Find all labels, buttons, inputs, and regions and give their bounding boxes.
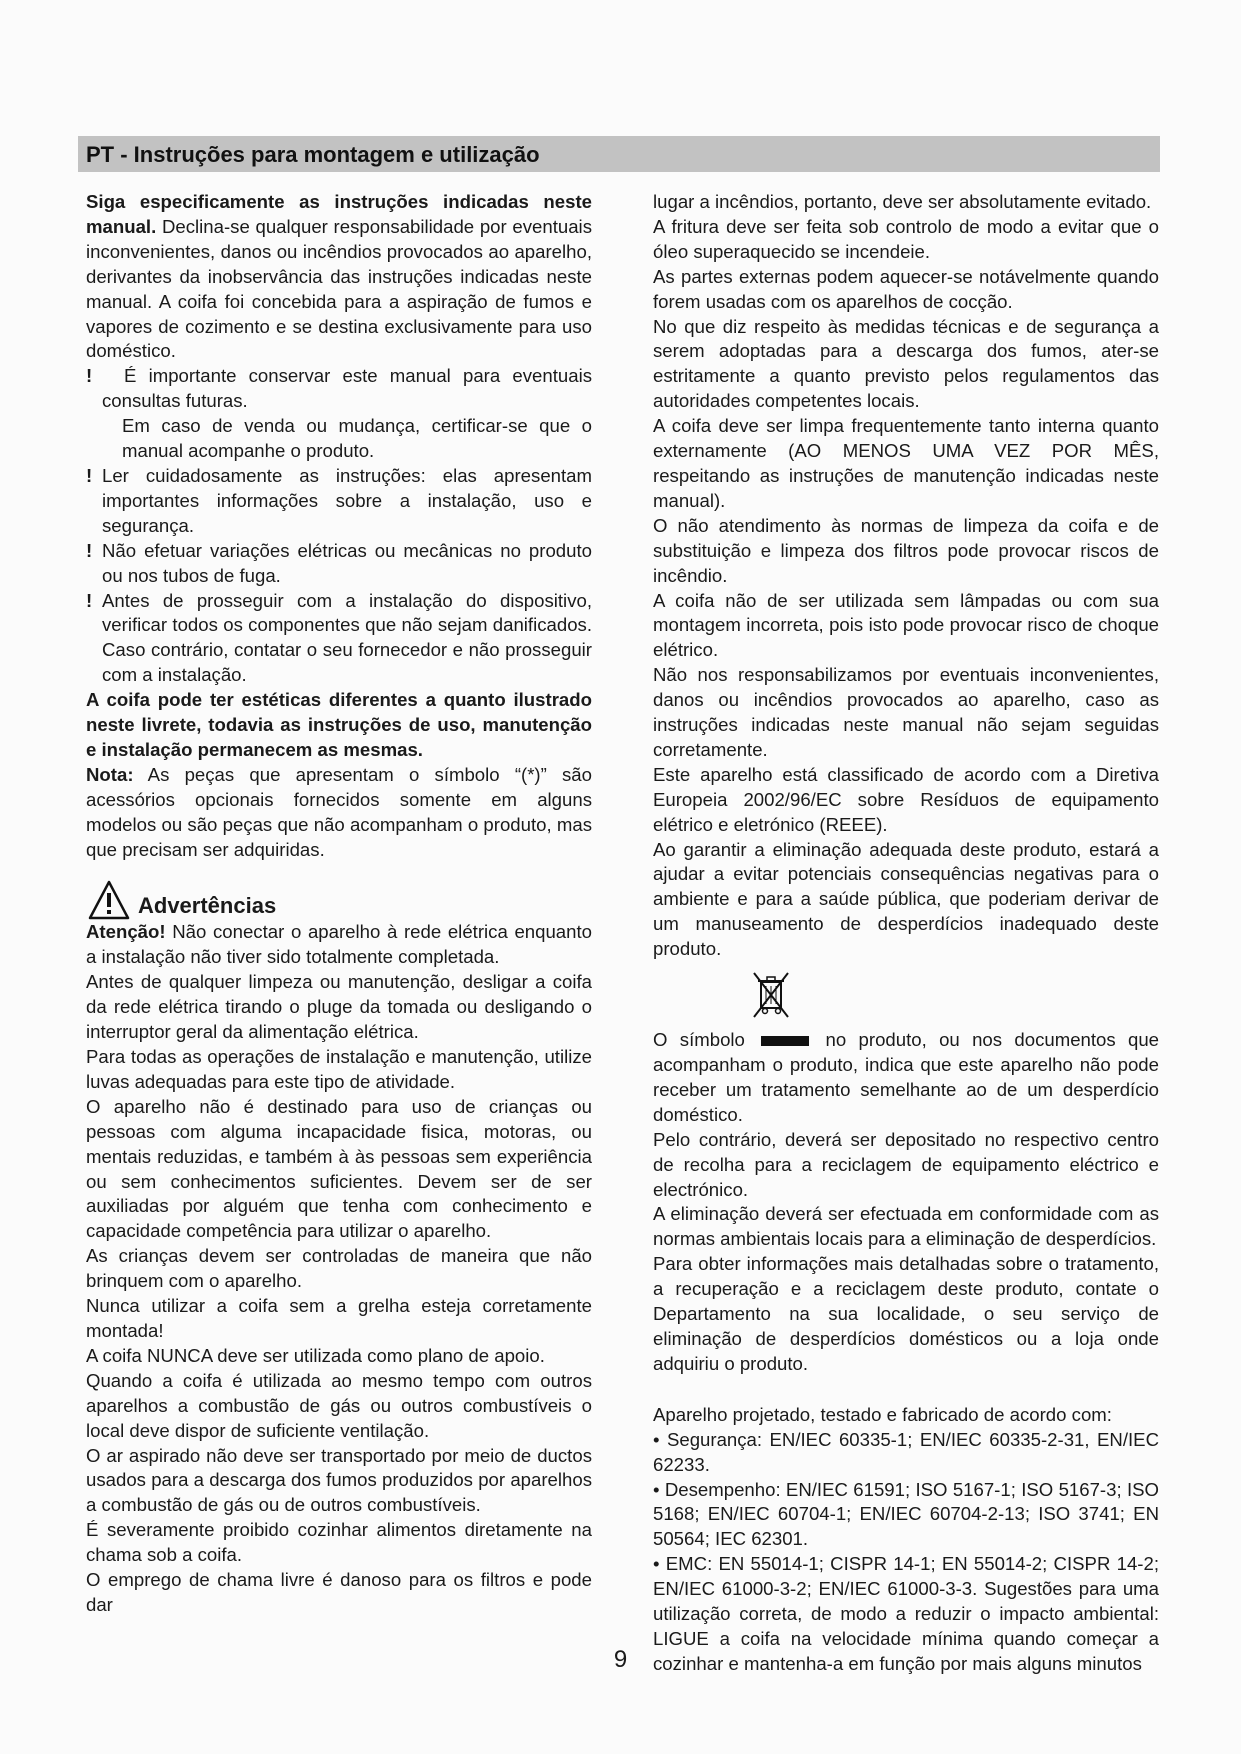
lamps-paragraph: A coifa não de ser utilizada sem lâmpadas ou com sua montagem incorreta, pois isto pode provocar risco de choque elétrico. <box>653 589 1159 661</box>
weee-symbol-row <box>653 970 1159 1028</box>
hot-parts-paragraph: As partes externas podem aquecer-se notávelmente quando forem usadas com os aparelhos de cocção. <box>653 265 1159 312</box>
info-paragraph: Para obter informações mais detalhadas sobre o tratamento, a recuperação e a reciclagem deste produto, contate o Departamento na sua localidade, o seu serviço de eliminação de desperdícios domésticos ou a loja onde adquiriu o produto. <box>653 1253 1159 1374</box>
warnings-title: Advertências <box>138 893 277 919</box>
note-paragraph <box>86 763 592 863</box>
spacer <box>653 1377 1159 1403</box>
symbol-paragraph <box>653 1028 1159 1128</box>
keep-manual-text: É importante conservar este manual para eventuais consultas futuras. <box>102 365 592 412</box>
note-label: Nota: <box>86 763 134 785</box>
flambe-paragraph: É severamente proibido cozinhar alimentos diretamente na chama sob a coifa. <box>86 1519 592 1566</box>
collection-paragraph: Pelo contrário, deverá ser depositado no respectivo centro de recolha para a reciclagem de equipamento eléctrico e electrónico. <box>653 1128 1159 1200</box>
no-modifications-text: Não efetuar variações elétricas ou mecânicas no produto ou nos tubos de fuga. <box>102 539 592 586</box>
frying-paragraph: A fritura deve ser feita sob controlo de modo a evitar que o óleo superaquecido se incendeie. <box>653 215 1159 262</box>
ventilation-paragraph: Quando a coifa é utilizada ao mesmo tempo com outros aparelhos a combustão de gás ou outros combustíveis o local deve dispor de suficiente ventilação. <box>86 1369 592 1441</box>
warning-triangle-icon <box>88 880 130 920</box>
page-number: 9 <box>613 1646 628 1673</box>
liability-paragraph: Não nos responsabilizamos por eventuais inconvenientes, danos ou incêndios provocados ao aparelho, caso as instruções indicadas neste manual não sejam seguidas corretamente. <box>653 664 1159 760</box>
aesthetic-note: A coifa pode ter estéticas diferentes a quanto ilustrado neste livrete, todavia as instruções de uso, manutenção e instalação permanecem as mesmas. <box>86 689 592 760</box>
attention-paragraph <box>86 920 592 970</box>
children-paragraph: O aparelho não é destinado para uso de crianças ou pessoas com alguma incapacidade fisica, motoras, ou mentais reduzidas, e também à às pessoas sem experiência ou sem conhecimentos suficientes. Devem ser de ser auxiliadas por alguém que tenha com conhecimento e capacidade competência para utilizar o aparelho. <box>86 1095 592 1242</box>
attention-text: Não conectar o aparelho à rede elétrica enquanto a instalação não tiver sido totalmente completada. <box>86 921 592 968</box>
symbol-text-before: O símbolo <box>653 1029 745 1051</box>
important-note-4 <box>86 589 592 689</box>
intro-bold: Siga especificamente as instruções indicadas neste manual. <box>86 191 592 237</box>
exclamation-mark: ! <box>86 365 93 387</box>
crossed-bin-icon <box>751 970 791 1024</box>
intro-paragraph <box>86 190 592 364</box>
intro-text: Declina-se qualquer responsabilidade por eventuais inconvenientes, danos ou incêndios provocados ao aparelho, derivantes da inobservância das instruções indicadas neste manual. A coifa foi concebida para a aspiração de fumos e vapores de cozimento e se destina exclusivamente para uso doméstico. <box>86 215 592 362</box>
weee-paragraph: Este aparelho está classificado de acordo com a Diretiva Europeia 2002/96/EC sobre Resíduos de equipamento elétrico e eletrónico (REEE). <box>653 763 1159 835</box>
cleaning-paragraph: Antes de qualquer limpeza ou manutenção, desligar a coifa da rede elétrica tirando o pluge da tomada ou desligando o interruptor geral da alimentação elétrica. <box>86 971 592 1043</box>
performance-standards: • Desempenho: EN/IEC 61591; ISO 5167-1; ISO 5167-3; ISO 5168; EN/IEC 60704-1; EN/IEC 60704-2-13; ISO 3741; EN 50564; IEC 62301. <box>653 1478 1159 1550</box>
symbol-text-after: no produto, ou nos documentos que acompanham o produto, indica que este aparelho não pode receber um tratamento semelhante ao de um desperdício doméstico. <box>653 1029 1160 1125</box>
grid-paragraph: Nunca utilizar a coifa sem a grelha esteja corretamente montada! <box>86 1295 592 1341</box>
important-note-2 <box>86 464 592 539</box>
disposal-paragraph: Ao garantir a eliminação adequada deste produto, estará a ajudar a evitar potenciais consequências negativas para o ambiente e para a saúde pública, que poderiam derivar de um manuseamento de desperdícios inadequado deste produto. <box>653 838 1159 960</box>
symbol-bar-icon <box>761 1036 809 1046</box>
section-header-bar <box>78 136 1160 172</box>
fire-paragraph: lugar a incêndios, portanto, deve ser absolutamente evitado. <box>653 191 1152 212</box>
emc-standards: • EMC: EN 55014-1; CISPR 14-1; EN 55014-2; CISPR 14-2; EN/IEC 61000-3-2; EN/IEC 61000-3-3. Sugestões para uma utilização correta, de modo a reduzir o impacto ambiental: LIGUE a coifa na velocidade mínima quando começar a cozinhar e mantenha-a em função por mais alguns minutos <box>653 1553 1159 1674</box>
read-instructions-text: Ler cuidadosamente as instruções: elas apresentam importantes informações sobre a instalação, uso e segurança. <box>102 464 592 536</box>
exclamation-mark: ! <box>86 539 93 561</box>
filters-paragraph: O não atendimento às normas de limpeza da coifa e de substituição e limpeza dos filtros pode provocar riscos de incêndio. <box>653 514 1159 586</box>
supervise-paragraph: As crianças devem ser controladas de maneira que não brinquem com o aparelho. <box>86 1245 592 1292</box>
important-note-3 <box>86 539 592 589</box>
warnings-heading <box>86 876 592 920</box>
ducts-paragraph: O ar aspirado não deve ser transportado por meio de ductos usados para a descarga dos fumos produzidos por aparelhos a combustão de gás ou de outros combustíveis. <box>86 1444 592 1516</box>
support-paragraph: A coifa NUNCA deve ser utilizada como plano de apoio. <box>86 1344 545 1366</box>
flame-paragraph: O emprego de chama livre é danoso para os filtros e pode dar <box>86 1569 592 1615</box>
norms-paragraph: A eliminação deverá ser efectuada em conformidade com as normas ambientais locais para a eliminação de desperdícios. <box>653 1203 1159 1250</box>
note-text: As peças que apresentam o símbolo “(*)” são acessórios opcionais fornecidos somente em alguns modelos ou são peças que não acompanham o produto, mas que precisam ser adquiridas. <box>86 763 592 860</box>
important-note-1-text <box>102 364 592 414</box>
resale-note: Em caso de venda ou mudança, certificar-se que o manual acompanhe o produto. <box>122 415 592 462</box>
right-column <box>653 190 1159 1677</box>
section-title: PT - Instruções para montagem e utilização <box>86 142 540 167</box>
clean-monthly-paragraph: A coifa deve ser limpa frequentemente tanto interna quanto externamente (AO MENOS UMA VEZ POR MÊS, respeitando as instruções de manutenção indicadas neste manual). <box>653 415 1159 511</box>
important-note-1 <box>86 364 592 414</box>
safety-standards: • Segurança: EN/IEC 60335-1; EN/IEC 60335-2-31, EN/IEC 62233. <box>653 1428 1159 1475</box>
designed-paragraph: Aparelho projetado, testado e fabricado de acordo com: <box>653 1403 1112 1425</box>
left-column <box>86 190 592 1618</box>
exclamation-mark: ! <box>86 464 93 486</box>
gloves-paragraph: Para todas as operações de instalação e manutenção, utilize luvas adequadas para este tipo de atividade. <box>86 1046 592 1092</box>
check-components-text: Antes de prosseguir com a instalação do dispositivo, verificar todos os componentes que não sejam danificados. Caso contrário, contatar o seu fornecedor e não prosseguir com a instalação. <box>102 589 592 686</box>
exclamation-mark: ! <box>86 589 93 611</box>
measures-paragraph: No que diz respeito às medidas técnicas e de segurança a serem adoptadas para a descarga dos fumos, ater-se estritamente a quanto previsto pelos regulamentos das autoridades competentes locais. <box>653 315 1159 412</box>
attention-label: Atenção! <box>86 921 166 943</box>
